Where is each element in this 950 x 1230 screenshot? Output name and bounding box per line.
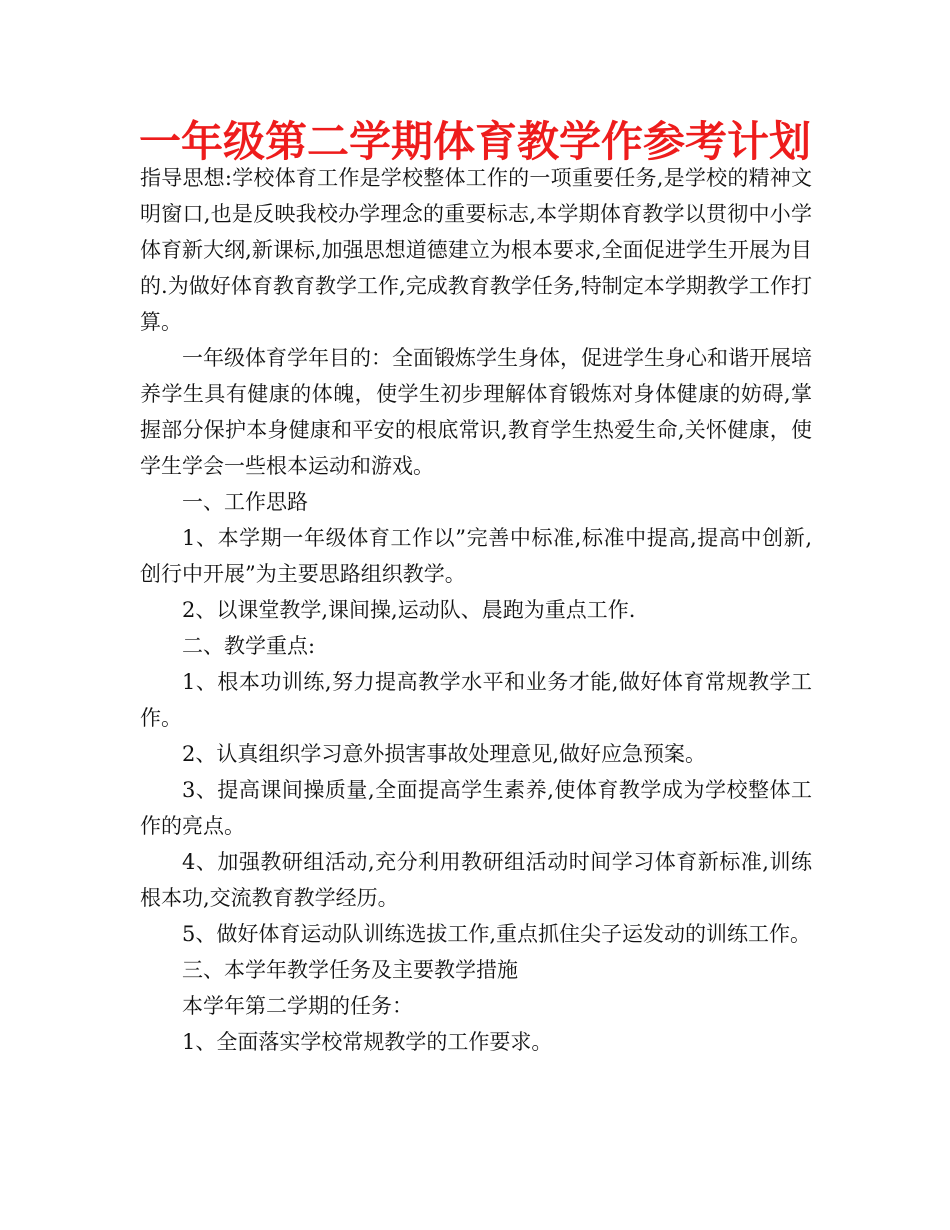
list-item: 5、做好体育运动队训练选拔工作,重点抓住尖子运发动的训练工作。 <box>182 922 812 946</box>
list-item: 2、认真组织学习意外损害事故处理意见,做好应急预案。 <box>182 742 707 766</box>
paragraph-guiding-thought: 指导思想:学校体育工作是学校整体工作的一项重要任务,是学校的精神文明窗口,也是反映我校办学理念的重要标志,本学期体育教学以贯彻中小学体育新大纲,新课标,加强思想道德建立为根本要求,全面促进学生开展为目的.为做好体育教育教学工作,完成教育教学任务,特制定本学期教学工作打算。 <box>140 166 812 334</box>
list-item: 1、本学期一年级体育工作以”完善中标准,标准中提高,提高中创新,创行中开展”为主要思路组织教学。 <box>140 526 812 586</box>
list-item: 1、根本功训练,努力提高教学水平和业务才能,做好体育常规教学工作。 <box>140 670 812 730</box>
section-heading-teaching-focus: 二、教学重点: <box>182 634 316 658</box>
section-heading-work-ideas: 一、工作思路 <box>182 490 308 514</box>
list-item: 4、加强教研组活动,充分利用教研组活动时间学习体育新标准,训练根本功,交流教育教学经历。 <box>140 850 812 910</box>
section-heading-tasks-measures: 三、本学年教学任务及主要教学措施 <box>182 958 518 982</box>
list-item: 1、全面落实学校常规教学的工作要求。 <box>182 1030 553 1054</box>
list-item: 2、以课堂教学,课间操,运动队、晨跑为重点工作. <box>182 598 636 622</box>
list-item: 3、提高课间操质量,全面提高学生素养,使体育教学成为学校整体工作的亮点。 <box>140 778 812 838</box>
document-body <box>140 160 812 1060</box>
paragraph-semester-tasks: 本学年第二学期的任务： <box>182 994 413 1018</box>
paragraph-grade-goal: 一年级体育学年目的：全面锻炼学生身体，促进学生身心和谐开展培养学生具有健康的体魄，使学生初步理解体育锻炼对身体健康的妨碍,掌握部分保护本身健康和平安的根底常识,教育学生热爱生命,关怀健康，使学生学会一些根本运动和游戏。 <box>140 346 812 478</box>
document-title: 一年级第二学期体育教学作参考计划 <box>138 117 811 166</box>
